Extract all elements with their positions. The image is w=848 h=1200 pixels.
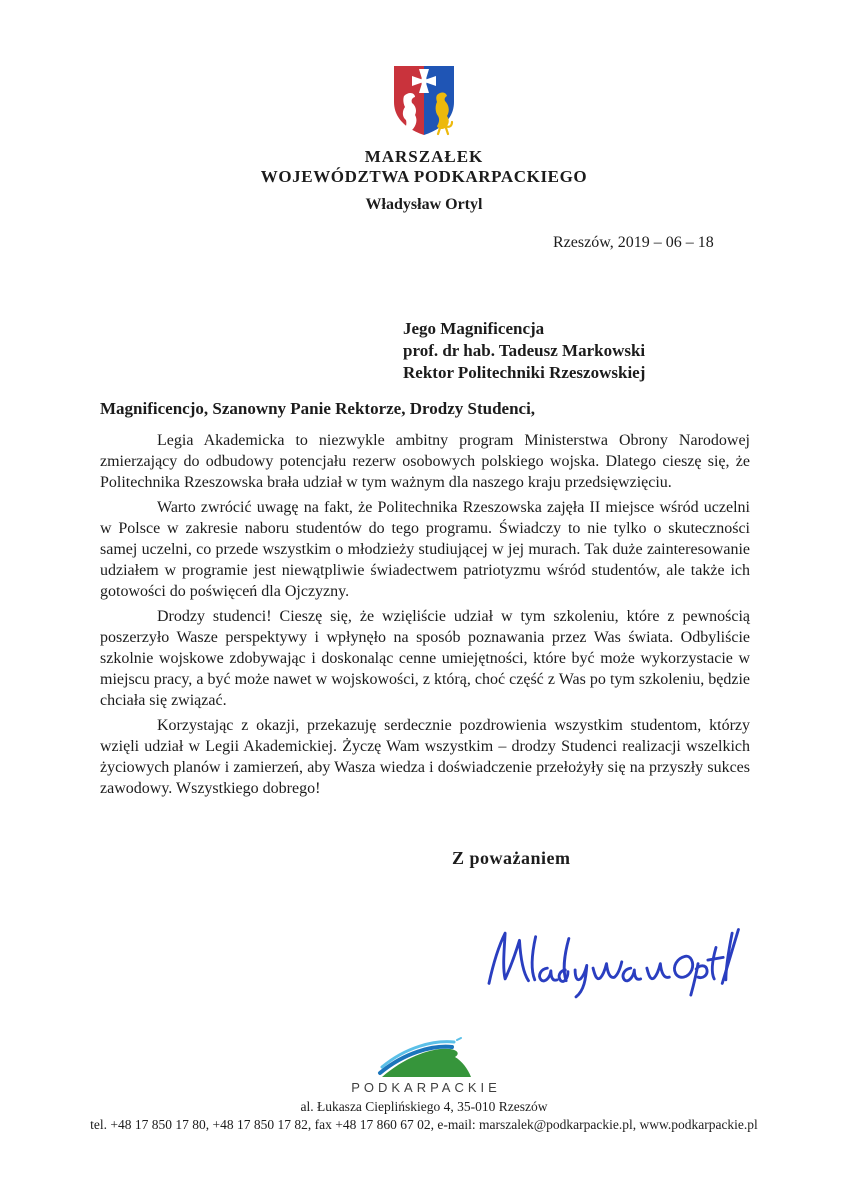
letterhead [0, 64, 848, 214]
closing-phrase: Z poważaniem [452, 848, 571, 868]
recipient-block [403, 318, 645, 384]
letterhead-title-line1: MARSZAŁEK [364, 147, 484, 166]
podkarpackie-swoosh-icon [376, 1036, 472, 1078]
footer-phones-email-web: tel. +48 17 850 17 80, +48 17 850 17 82, fax +48 17 860 67 02, e-mail: marszalek@podkarpackie.pl, www.podkarpackie.pl [90, 1117, 758, 1132]
letterhead-title-line2: WOJEWÓDZTWA PODKARPACKIEGO [260, 167, 588, 186]
letter-body [100, 430, 750, 803]
recipient-name: prof. dr hab. Tadeusz Markowski [403, 341, 646, 360]
podkarpackie-logo [0, 1036, 848, 1095]
paragraph-4: Korzystając z okazji, przekazuję serdecznie pozdrowienia wszystkim studentom, którzy wzięli udział w Legii Akademickiej. Życzę Wam wszystkim – drodzy Studenci realizacji wszelkich życiowych planów i zamierzeń, aby Wasza wiedza i doświadczenie przełożyły się na przyszły sukces zawodowy. Wszystkiego dobrego! [100, 717, 750, 797]
letterhead-official-name: Władysław Ortyl [365, 196, 483, 213]
paragraph-3: Drodzy studenci! Cieszę się, że wzięliście udział w tym szkoleniu, które z pewnością poszerzyło Wasze perspektywy i wpłynęło na sposób poznawania przez Was świata. Odbyliście szkolnie wojskowe zdobywając i doskonaląc cenne umiejętności, które być może wykorzystacie w miejscu pracy, a być może nawet w wojskowości, z którą, choć część z Was po tym szkoleniu, będzie chciała się związać. [100, 608, 750, 709]
handwritten-signature [480, 922, 742, 1008]
salutation: Magnificencjo, Szanowny Panie Rektorze, Drodzy Studenci, [100, 399, 536, 418]
logo-wordmark: PODKARPACKIE [351, 1080, 501, 1095]
podkarpackie-coat-of-arms-icon [391, 64, 457, 140]
place-and-date: Rzeszów, 2019 – 06 – 18 [553, 234, 714, 251]
paragraph-2: Warto zwrócić uwagę na fakt, że Politechnika Rzeszowska zajęła II miejsce wśród uczelni w Polsce w zakresie naboru studentów do tego programu. Świadczy to nie tylko o skuteczności samej uczelni, co przede wszystkim o młodzieży studiującej w jej murach. Tak duże zainteresowanie udziałem w programie jest niewątpliwie świadectwem patriotyzmu wśród studentów, ale także ich gotowości do poświęceń dla Ojczyzny. [100, 499, 750, 600]
paragraph-1: Legia Akademicka to niezwykle ambitny program Ministerstwa Obrony Narodowej zmierzający do odbudowy potencjału rezerw osobowych polskiego wojska. Dlatego cieszę się, że Politechnika Rzeszowska brała udział w tym ważnym dla naszego kraju przedsięwzięciu. [100, 432, 750, 491]
footer-address: al. Łukasza Cieplińskiego 4, 35-010 Rzeszów [300, 1099, 548, 1114]
recipient-title: Rektor Politechniki Rzeszowskiej [403, 363, 646, 382]
footer-contact [0, 1098, 848, 1134]
recipient-honorific: Jego Magnificencja [403, 319, 545, 338]
